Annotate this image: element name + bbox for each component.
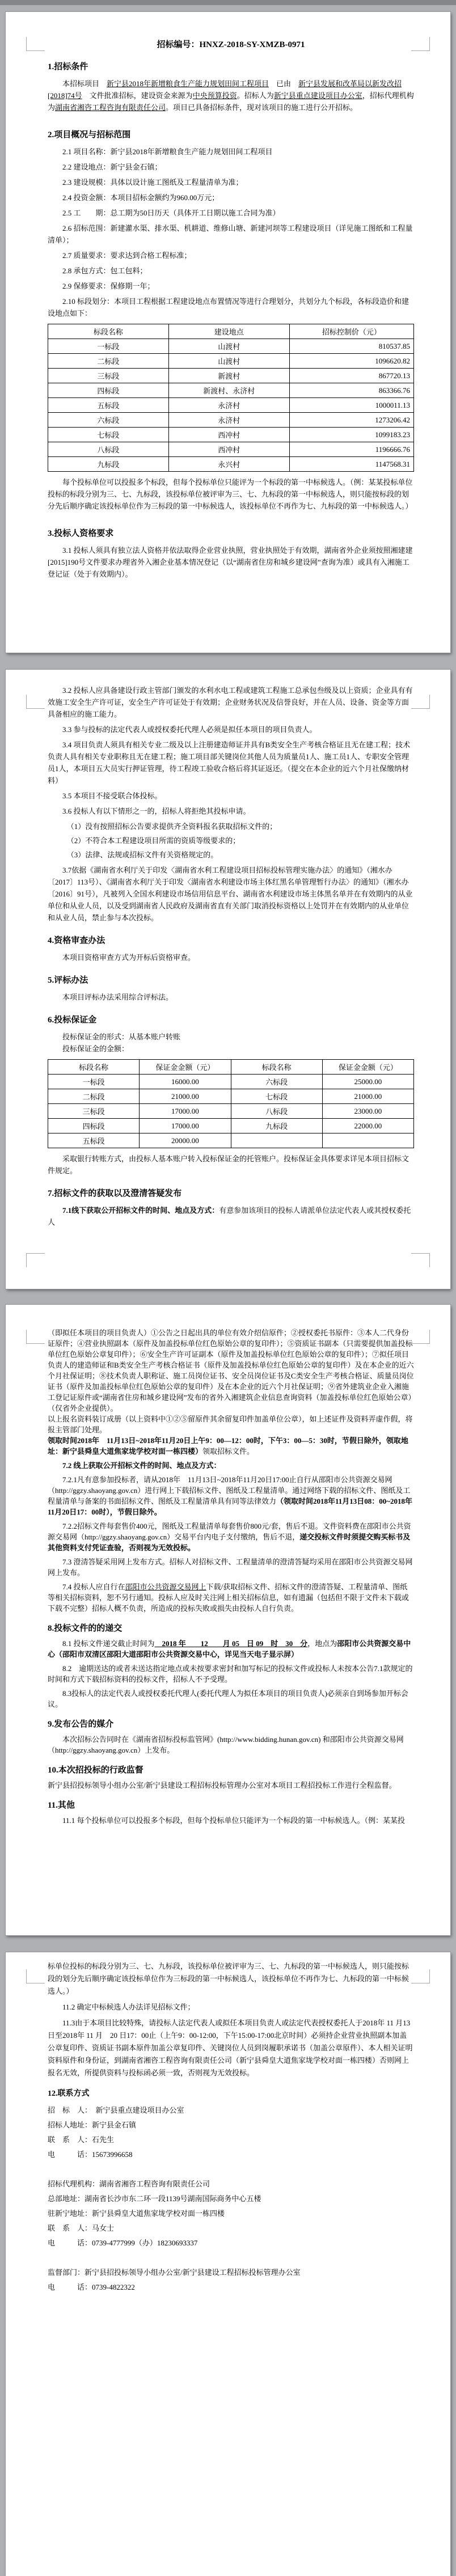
para-2-10: 2.10 标段划分：本项目工程根据工程建设地点布置情况等进行合理划分，共划分九个标段，各标段造价和建设地点如下：	[48, 297, 409, 318]
para-3-6-item-1: （1）没有按照招标公告要求提供齐全资料报名获取招标文件的；	[66, 822, 277, 831]
table-cell: 永兴村	[168, 457, 289, 472]
table-cell: 八标段	[231, 1104, 322, 1119]
table-row	[48, 354, 414, 369]
para-3-1: 3.1 投标人须具有独立法人资格并依法取得企业营业执照，营业执照处于有效期，湖南省外企业须按照湘建建[2015]190号文件要求办理省外入湘企业基本情况登记（以“湖南省住房和城乡建设网”查询为准）或具有入湘施工登记证（处于有效期内）。	[48, 546, 413, 578]
table-cell: 1096620.82	[289, 354, 413, 369]
page-2	[6, 670, 450, 1289]
para-7-1-label: 7.1线下获取公开招标文件的时间、地点及方式：	[62, 1206, 219, 1215]
section-heading-7: 7.招标文件的获取以及澄清答疑发布	[48, 1189, 182, 1198]
table-row	[48, 428, 414, 442]
para-8-3: 8.3投标人的法定代表人或授权委托代理人(委托代理人为拟任本项目的项目负责人)必须亲自到场参加开标会议。	[48, 1689, 408, 1708]
table-cell: 16000.00	[140, 1075, 231, 1089]
table-cell: 1099183.23	[289, 428, 413, 442]
table-cell: 新渡村、永济村	[168, 383, 289, 398]
table-cell: 867720.13	[289, 369, 413, 383]
fund-source-underlined: 中央预算投资	[192, 91, 237, 100]
col-header: 建设地点	[168, 324, 289, 339]
table-cell: 1147568.31	[289, 457, 413, 472]
table-cell: 七标段	[231, 1089, 322, 1104]
table-cell: 17000.00	[140, 1119, 231, 1133]
table-header-row	[48, 1060, 414, 1075]
approval-doc-underlined: 新宁县发展和改革局以新发改招[2018]74号	[48, 79, 402, 100]
table-cell: 九标段	[231, 1119, 322, 1133]
para-7-4-underlined: 邵阳市公共资源交易网上	[125, 1583, 206, 1591]
contact-line-tenderee-address: 招标人地址：新宁县金石镇	[48, 2121, 137, 2129]
submission-place: 邵阳市公共资源交易中心（邵阳市双清区邵阳大道邵阳市公共资源交易中心，详见当天电子显示屏）	[48, 1639, 411, 1659]
para-7-1	[48, 1204, 414, 1228]
table-cell: 山渡村	[168, 354, 289, 369]
para-3-6-item-2: （2）不符合本工程建设项目所需的资质等级要求的；	[66, 836, 240, 845]
deposit-table	[48, 1059, 414, 1148]
table-row	[48, 1089, 414, 1104]
para-8-2: 8.2 逾期送达的或者未送达指定地点或未按要求密封和加写标记的投标文件或投标人未按本公告7.1款规定的时间和方式下载招标资料的投标文件，招标人不予受理。	[48, 1664, 413, 1684]
contact-line-supervisor-phone: 电 话：0739-4822322	[48, 2283, 135, 2291]
para-2-8: 2.8 承包方式：包工包料；	[62, 267, 147, 275]
section-heading-5: 5.评标办法	[48, 976, 88, 985]
para-7-2-2-text: 7.2.2招标文件每套售价400元，图纸及工程量清单每套售价800元/套，售后不退。文件资料费在邵阳市公共资源交易网（http://ggzy.shaoyang.gov.cn）交易平台内电子支付缴纳，售后不退，	[48, 1522, 411, 1541]
preview-top-strip	[0, 0, 456, 5]
para-11-2: 11.2 确定中标候选人办法详见招标文件；	[62, 2003, 195, 2011]
table-cell: 四标段	[48, 1119, 140, 1133]
project-name-underlined: 新宁县2018年新增粮食生产能力规划田间工程项目	[107, 79, 269, 88]
pickup-time-bold: 领取时间2018年 11月13日~2018年11月20日上午9：00—12：00时，下午3：00—5：30时，节假日除外，领取地址：新宁县舜皇大道焦家垅学校对面一栋四楼）	[48, 1436, 408, 1456]
para-2-3: 2.3 建设规模：具体以设计施工图纸及工程量清单为准；	[62, 178, 243, 187]
para-11-1-continued: 标单位投标的标段分别为三、七、九标段，该投标单位被评审为三、七、九标段的第一中标候选人，则只能按标段的划分先后顺序确定该投标单位作为三标段的第一中标候选人，该投标单位不再作为七、九标段的第一中标候选人。）	[48, 1962, 409, 1995]
table-cell: 17000.00	[140, 1104, 231, 1119]
deadline-date: 2018 年 12 月 05 日 09 时 30 分	[154, 1639, 308, 1648]
tender-number: 招标编号：HNXZ-2018-SY-XMZB-0971	[157, 40, 305, 49]
section-heading-4: 4.资格审查办法	[48, 936, 105, 945]
table-cell: 810537.85	[289, 339, 413, 354]
table-cell: 1196666.76	[289, 442, 413, 457]
col-header: 保证金金额（元）	[322, 1060, 413, 1075]
pickup-time-tail: 领取招标文件。	[202, 1447, 255, 1456]
table-cell: 五标段	[48, 1133, 140, 1148]
control-price-table	[48, 324, 414, 472]
table-row	[48, 383, 414, 398]
table-cell: 六标段	[48, 413, 169, 428]
table-row	[48, 339, 414, 354]
col-header: 标段名称	[231, 1060, 322, 1075]
para-7-1-continued: （即拟任本项目的项目负责人）①公告之日起出具的单位有效介绍信原件；②授权委托书原件：③本人二代身份证原件；④营业执照副本（原件及加盖投标单位红色原始公章的复印件）；⑤资质证书副本（只需要提供加盖投标单位红色原始公章复印件）；⑥安全生产许可证副本（原件及加盖投标单位红色原始公章的复印件）；⑦拟任项目负责人的建造师证和B类安全生产考核合格证书（原件及加盖投标单位红色原始公章的复印件）及在本企业的近六个月社保证明；⑧技术负责人职称证、施工员岗位证书、安全员岗位证书及C类安全生产考核合格证、质量员岗位证书（原件及加盖投标单位红色原始公章的复印件）及在本企业的近六个月社保证明；⑨省外建筑业企业入湘施工登记证原件或“湖南省住房和城乡建设网”发布的省外入湘建筑企业信息查询资料（加盖投标单位红色原始公章）（仅省外企业提供）。	[48, 1329, 414, 1412]
table-header-row	[48, 324, 414, 339]
table-cell: 永济村	[168, 413, 289, 428]
table-cell: 三标段	[48, 369, 169, 383]
table-cell	[231, 1133, 322, 1148]
table-row	[48, 369, 414, 383]
para-2-7: 2.7 质量要求：要求达到合格工程标准；	[62, 251, 192, 260]
table-cell: 西冲村	[168, 442, 289, 457]
table-cell: 新渡村	[168, 369, 289, 383]
table-cell: 九标段	[48, 457, 169, 472]
tenderee-underlined: 新宁县重点建设项目办公室	[273, 91, 362, 100]
para-8-1-a: 8.1 投标文件递交截止时间为	[62, 1639, 155, 1648]
section-heading-12: 12.联系方式	[48, 2089, 90, 2098]
contact-line-supervisor: 监督部门：新宁县招投标领导小组办公室/新宁县建设工程招标投标管理办公室	[48, 2268, 301, 2277]
section-heading-10: 10.本次招投标的行政监督	[48, 1766, 143, 1775]
para-3-4: 3.4 项目负责人须具有相关专业二级及以上注册建造师证并具有B类安全生产考核合格证且无在建工程；技术负责人具有相关专业职称且无在建工程；施工项目部关键岗位其他人员为质量员1人、施工员1人、专职安全管理员1人，本项目五大员实行押证管理，待工程竣工验收合格后将其证返还。（提交在本企业的近六个月社保缴纳材料）	[48, 741, 411, 785]
contact-line-agency: 招标代理机构：湖南省湘咨工程咨询有限责任公司	[48, 2180, 210, 2188]
contact-line-tenderee: 招 标 人： 新宁县重点建设项目办公室	[48, 2106, 184, 2114]
para-11-1: 11.1 每个投标单位可以投报多个标段，但每个投标单位只能评为一个标段的第一中标候选人。（例：某某投	[62, 1816, 406, 1825]
para-3-3: 3.3 参与投标的法定代表人或授权委托代理人必须是拟任本项目的项目负责人。	[62, 725, 317, 734]
table-cell: 永济村	[168, 398, 289, 413]
intro-text: 已由	[269, 79, 299, 88]
contact-line-blank	[48, 2251, 414, 2265]
table-cell: 一标段	[48, 1075, 140, 1089]
para-7-4	[48, 1581, 414, 1614]
contact-line-agency-local-address: 驻新宁地址：新宁县舜皇大道焦家垅学校对面一栋四楼	[48, 2209, 225, 2218]
para-8-1-b: ，地点为	[307, 1639, 337, 1648]
table-row	[48, 413, 414, 428]
para-7-4-a: 7.4 投标人应自行在	[62, 1583, 125, 1591]
para-11-3: 11.3由于本项目比较特殊，请投标人法定代表人或拟任本项目负责人或法定代表授权委托人于2018年 11 月13日至2018年 11 月 20 日17：00止（上午9：00-12:00，下午15:00-17:00北京时间）必须持企业营业执照副本加盖公章复印件、资质证书副本原件加盖公章复印件、关键岗位人员到岗履职承诺书（加盖公章原件）、本人相关证明资料原件和身份证，到湖南省湘咨工程咨询有限责任公司（新宁县舜皇大道焦家垅学校对面一栋四楼）否则网上报名无效，所提供资料与投标函必须一致，否则视为无效投标。	[48, 2019, 413, 2077]
para-8-1	[48, 1638, 414, 1660]
para-7-2: 7.2 线上获取公开招标文件的时间、地点及方式：	[62, 1461, 221, 1470]
para-4: 本项目资格审查方式为开标后资格审查。	[62, 953, 196, 962]
table-cell: 三标段	[48, 1104, 140, 1119]
para-multi-section-note: 每个投标单位可以投报多个标段，但每个投标单位只能评为一个标段的第一中标候选人。（例：某某投标单位投标的标段分别为三、七、九标段，该投标单位被评审为三、七、九标段的第一中标候选人，则只能按标段的划分先后顺序确定该投标单位作为三标段的第一中标候选人，该投标单位不再作为七、九标段的第一中标候选人。）	[48, 478, 413, 510]
page-3	[6, 1305, 450, 1935]
col-header: 招标控制价（元）	[289, 324, 413, 339]
section-heading-1: 1.招标条件	[48, 62, 88, 71]
para-7-2-1-text: 7.2.1凡有意参加投标者，请从2018年 11月13日~2018年11月20日17:00止自行从邵阳市公共资源交易网（http://ggzy.shaoyang.gov.cn）进行网上下载招标文件、图纸及工程量清单。通过网络下载的招标文件、图纸及工程量清单与备案的书面招标文件、图纸及工程量清单具有同等法律效力	[48, 1475, 411, 1505]
table-row	[48, 398, 414, 413]
para-2-2: 2.2 建设地点：新宁县金石镇；	[62, 163, 162, 171]
table-cell: 八标段	[48, 442, 169, 457]
para-2-1: 2.1 项目名称：新宁县2018年新增粮食生产能力规划田间工程项目	[62, 147, 273, 156]
table-cell: 五标段	[48, 398, 169, 413]
col-header: 标段名称	[48, 324, 169, 339]
table-cell: 1273206.42	[289, 413, 413, 428]
page-1	[6, 12, 450, 653]
table-row	[48, 442, 414, 457]
contact-line-agency-hq-address: 总部地址：湖南省长沙市东二环一段1139号湖南国际商务中心五楼	[48, 2194, 261, 2203]
table-row	[48, 1133, 414, 1148]
para-3-6: 3.6 投标人有以下情形之一的，招标人将拒绝其投标申请。	[62, 807, 251, 815]
contact-line-blank	[48, 2162, 414, 2177]
table-cell	[322, 1133, 413, 1148]
section-heading-2: 2.项目概况与招标范围	[48, 130, 131, 139]
intro-text: 文件批准招标，建设资金来源为	[82, 91, 193, 100]
table-cell: 二标段	[48, 1089, 140, 1104]
col-header: 标段名称	[48, 1060, 140, 1075]
para-deposit-tail: 采取银行转账方式，由投标人基本账户转入投标保证金的托管账户。投标保证金具体要求详见本项目招标文件规定。	[48, 1154, 409, 1175]
table-cell: 二标段	[48, 354, 169, 369]
section-heading-3: 3.投标人资格要求	[48, 529, 114, 538]
para-2-6: 2.6 招标范围：新建灌水渠、排水渠、机耕道、维修山塘、新建河坝等工程建设项目（详见施工图纸和工程量清单）；	[48, 224, 413, 244]
intro-text: 。招标人为	[237, 91, 274, 100]
table-row	[48, 1104, 414, 1119]
para-3-2: 3.2 投标人应具备建设行政主管部门颁发的水利水电工程或建筑工程施工总承包叁级及以上资质；企业具有有效施工安全生产许可证，安全生产许可证处于有效期；企业财务状况及信誉良好，并在人员、设备、资金等方面具备相应的施工能力。	[48, 686, 413, 718]
table-cell: 21000.00	[140, 1089, 231, 1104]
agency-underlined: 湖南省湘咨工程咨询有限责任公司	[55, 103, 166, 112]
contact-line-agency-phone: 电 话：0739-4777999（办）18230693337	[48, 2239, 198, 2247]
page-4	[6, 1952, 450, 2576]
para-7-1-pickup-time	[48, 1435, 414, 1457]
para-7-1-text: 有意参加该项目的投标人请派单位法定代表人或其授权委托人	[48, 1206, 411, 1226]
table-cell: 20000.00	[140, 1133, 231, 1148]
table-cell: 四标段	[48, 383, 169, 398]
table-row	[48, 1075, 414, 1089]
table-row	[48, 1119, 414, 1133]
para-2-5: 2.5 工 期：总工期为50日历天（具体开工日期以施工合同为准）	[62, 209, 280, 217]
intro-text: 本招标项目	[62, 79, 107, 88]
para-7-2-2	[48, 1521, 414, 1553]
table-cell: 西冲村	[168, 428, 289, 442]
para-deposit-amount-label: 投标保证金的金额：	[62, 1044, 129, 1053]
para-3-5: 3.5 本项目不接受联合体投标。	[62, 792, 162, 800]
para-2-4: 2.4 投资金额：本项目招标金额约为960.00万元；	[62, 193, 219, 202]
para-intro	[48, 78, 414, 113]
para-deposit-form: 投标保证金的形式：从基本账户转账	[62, 1033, 181, 1041]
section-heading-9: 9.发布公告的媒介	[48, 1720, 114, 1729]
para-7-2-1	[48, 1474, 414, 1517]
intro-text: 。项目已具备招标条件，现对该项目的施工进行公开招标。	[166, 103, 358, 112]
section-heading-6: 6.投标保证金	[48, 1016, 97, 1025]
table-cell: 山渡村	[168, 339, 289, 354]
table-cell: 23000.00	[322, 1104, 413, 1119]
table-cell: 25000.00	[322, 1075, 413, 1089]
para-7-2-2-bold: 递交投标文件时须提交购买标书及其他资料支付凭证查验，否则视为无效投标。	[48, 1533, 411, 1552]
para-3-6-item-3: （3）法律、法规或招标文件有关资格规定的。	[66, 851, 218, 859]
table-row	[48, 457, 414, 472]
para-10: 新宁县招投标领导小组办公室/新宁县建设工程招标投标管理办公室对本项目工程招投标工作进行全程监督。	[48, 1781, 396, 1790]
para-7-3: 7.3 澄清答疑采用网上发布方式。招标人对招标文件、工程量清单的澄清答疑均采用在邵阳市公共资源交易网网上发布。	[48, 1558, 413, 1577]
contact-line-tenderee-person: 联 系 人：石先生	[48, 2135, 115, 2144]
para-7-2-1-bold: （领取时间2018年11月13日08：00~2018年11月20日17：00时），节假日除外。	[48, 1497, 413, 1516]
table-cell: 22000.00	[322, 1119, 413, 1133]
section-heading-8: 8.投标文件的的递交	[48, 1624, 123, 1633]
table-cell: 一标段	[48, 339, 169, 354]
table-cell: 21000.00	[322, 1089, 413, 1104]
table-cell: 863366.76	[289, 383, 413, 398]
intro-text: ，招标代理机构为	[48, 91, 414, 112]
col-header: 保证金金额（元）	[140, 1060, 231, 1075]
para-2-9: 2.9 保修要求：保修期一年；	[62, 282, 155, 290]
para-7-4-b: 下载/获取招标文件、招标文件的澄清答疑、工程量清单、图纸等相关招标资料，恕不另行通知。投标人应及时关注网上相关招标信息，如有遗漏（包括但不限于文件未下载或下载不完整）招标人概不负责，所造成的投标失败或损失由投标人自行负责。	[48, 1583, 409, 1613]
para-7-1-binding-note: 以上报名资料装订成册（以上资料中①②⑤留原件其余留复印件加盖单位公章），如上述证件及资料弄虚作假，将报主管部门处理。	[48, 1415, 413, 1434]
para-9: 本次招标公告同时在《湖南省招标投标监管网》(http://www.bidding.hunan.gov.cn) 和邵阳市公共资源交易网（http://ggzy.shaoyang.gov.cn）上发布。	[48, 1735, 404, 1754]
contact-line-tenderee-phone: 电 话：15673996658	[48, 2150, 133, 2159]
para-3-7: 3.7依据《湖南省水利厅关于印发〈湖南省水利工程建设项目招标投标管理实施办法〉的通知》（湘水办〔2017〕113号）、《湖南省水利厅关于印发〈湖南省水利建设市场主体红黑名单管理暂行办法〉的通知》（湘水办〔2016〕91号），凡被列入全国水利建设市场信用信息平台、湖南省水利建设市场主体黑名单并在有效期内的从业单位和从业人员，以及受到湖南省人民政府及湖南省直有关部门取消投标资格以上处罚并在有效期内的从业单位和从业人员，禁止参与本次投标。	[48, 866, 413, 922]
table-cell: 七标段	[48, 428, 169, 442]
table-cell: 1000011.13	[289, 398, 413, 413]
contact-line-agency-person: 联 系 人：马女士	[48, 2224, 115, 2232]
section-heading-11: 11.其他	[48, 1801, 75, 1810]
para-5: 本项目评标办法采用综合评标法。	[62, 993, 174, 1001]
table-cell: 六标段	[231, 1075, 322, 1089]
